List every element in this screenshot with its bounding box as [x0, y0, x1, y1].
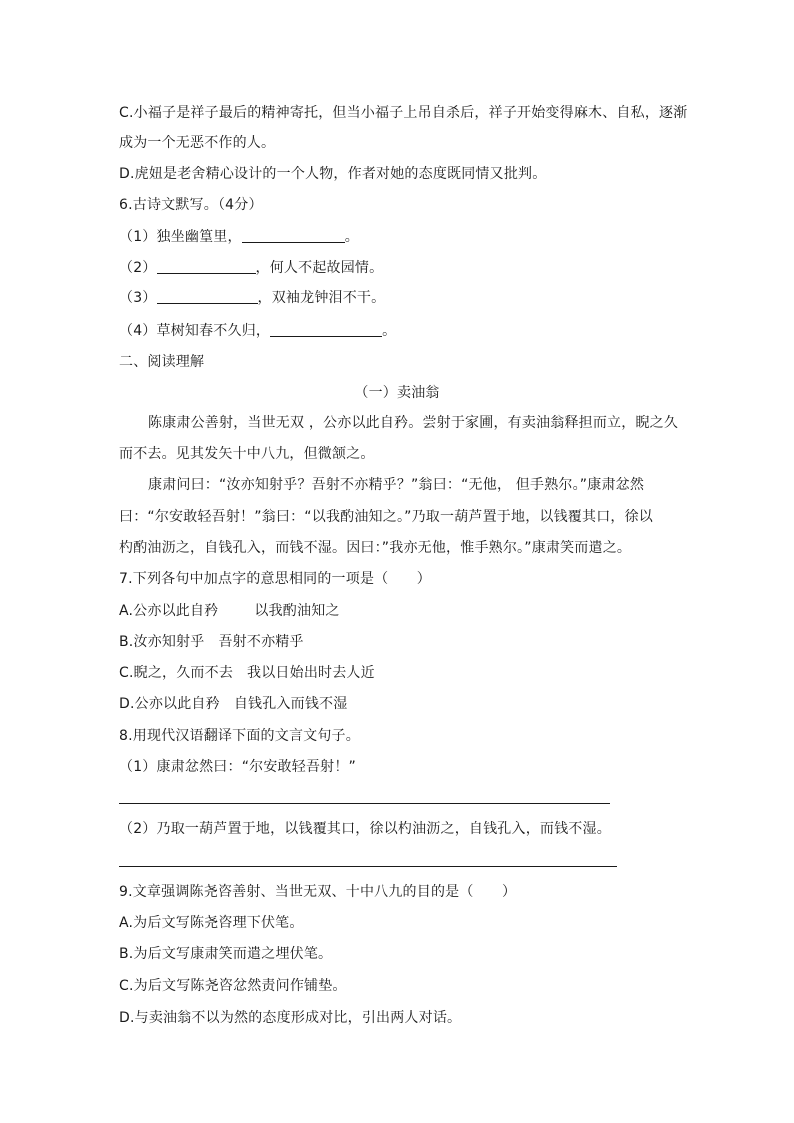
q6-item-4-text: （4）草树知春不久归， [119, 323, 271, 339]
q7-option-c-second: 我以日始出时去人近 [247, 665, 375, 681]
q7-option-b-first: B.汝亦知射乎 [119, 634, 205, 650]
answer-blank-2[interactable] [157, 259, 256, 274]
q7-option-c [119, 663, 375, 683]
q9-option-c: C.为后文写陈尧咨忿然责问作铺垫。 [119, 978, 347, 994]
q7-option-a-second: 以我酌油知之 [254, 603, 340, 619]
q7-option-c-first: C.睨之，久而不去 [119, 665, 234, 681]
q8-sentence-1: （1）康肃忿然曰：“尔安敢轻吾射！” [119, 759, 357, 775]
q6-item-2-num: （2） [119, 260, 157, 276]
q6-item-3-num: （3） [119, 290, 157, 306]
q6-title: 6.古诗文默写。（4分） [119, 197, 263, 213]
q5-option-d: D.虎妞是老舍精心设计的一个人物，作者对她的态度既同情又批判。 [119, 166, 547, 182]
q7-option-b-second: 吾射不亦精乎 [218, 634, 304, 650]
q9-option-b: B.为后文写康肃笑而遣之埋伏笔。 [119, 946, 333, 962]
q7-option-b [119, 632, 304, 652]
q6-item-1-end: 。 [344, 229, 359, 245]
q6-item-4 [119, 321, 396, 341]
q7-stem: 7.下列各句中加点字的意思相同的一项是（ ） [119, 571, 431, 587]
q7-option-d-second: 自钱孔入而钱不湿 [233, 696, 348, 712]
answer-blank-1[interactable] [242, 228, 345, 243]
answer-line-1[interactable] [119, 803, 610, 804]
q6-item-3-text: ，双袖龙钟泪不干。 [257, 290, 386, 306]
q6-item-1-text: （1）独坐幽篁里， [119, 229, 242, 245]
q5-option-c-line2: 成为一个无恶不作的人。 [119, 135, 276, 151]
passage-p1-line1: 陈康肃公善射，当世无双 ，公亦以此自矜。尝射于家圃，有卖油翁释担而立，睨之久 [148, 415, 679, 431]
q6-item-1 [119, 227, 359, 247]
passage-p2-line1: 康肃问曰：“汝亦知射乎？吾射不亦精乎？”翁曰：“无他， 但手熟尔。”康肃忿然 [148, 477, 645, 493]
q5-option-c-line1: C.小福子是祥子最后的精神寄托，但当小福子上吊自杀后，祥子开始变得麻木、自私，逐渐 [119, 105, 688, 121]
passage-title: （一）卖油翁 [354, 385, 440, 401]
q9-stem: 9.文章强调陈尧咨善射、当世无双、十中八九的目的是（ ） [119, 884, 517, 900]
q6-item-4-end: 。 [382, 323, 397, 339]
q8-sentence-2: （2）乃取一葫芦置于地，以钱覆其口，徐以杓油沥之，自钱孔入，而钱不湿。 [119, 821, 611, 837]
q7-option-a-first: A.公亦以此自矜 [119, 603, 219, 619]
q7-option-d [119, 694, 347, 714]
q6-item-2 [119, 258, 383, 278]
q6-item-3 [119, 288, 385, 308]
q8-stem: 8.用现代汉语翻译下面的文言文句子。 [119, 728, 360, 744]
q6-item-2-text: ，何人不起故园情。 [255, 260, 384, 276]
passage-p2-line2: 曰：“尔安敢轻吾射！”翁曰：“以我酌油知之。”乃取一葫芦置于地，以钱覆其口，徐以 [119, 509, 654, 525]
passage-p1-line2: 而不去。见其发矢十中八九，但微颔之。 [119, 446, 375, 462]
answer-line-2[interactable] [119, 866, 617, 867]
passage-p2-line3: 杓酌油沥之，自钱孔入，而钱不湿。因曰：”我亦无他，惟手熟尔。”康肃笑而遣之。 [119, 540, 632, 556]
section-title: 二、阅读理解 [119, 354, 205, 370]
q7-option-d-first: D.公亦以此自矜 [119, 696, 220, 712]
q7-option-a [119, 601, 340, 621]
q9-option-d: D.与卖油翁不以为然的态度形成对比，引出两人对话。 [119, 1010, 462, 1026]
q9-option-a: A.为后文写陈尧咨理下伏笔。 [119, 915, 304, 931]
answer-blank-3[interactable] [157, 289, 258, 304]
answer-blank-4[interactable] [270, 322, 382, 337]
